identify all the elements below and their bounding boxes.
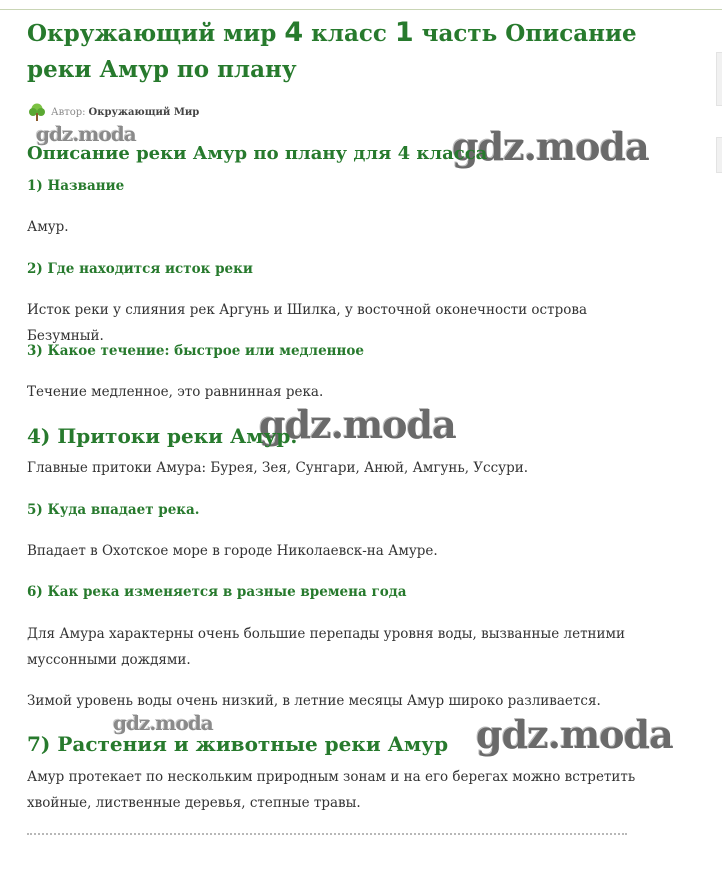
section-text: Зимой уровень воды очень низкий, в летние месяцы Амур широко разливается. (27, 693, 601, 709)
section-text: Амур протекает по нескольким природным зонам и на его берегах можно встретить хвойные, лиственные деревья, степные травы. (27, 769, 636, 811)
sidebar-edge-widget-2[interactable] (716, 137, 722, 173)
watermark: gdz.moda (36, 122, 136, 146)
tree-icon (27, 103, 47, 121)
section-heading: 6) Как река изменяется в разные времена года (27, 584, 407, 600)
page-title: Окружающий мир 4 класс 1 часть Описание реки Амур по плану (27, 17, 637, 83)
section-text: Для Амура характерны очень большие перепады уровня воды, вызванные летними муссонными дождями. (27, 626, 626, 668)
article-subtitle: Описание реки Амур по плану для 4 класса (27, 143, 488, 164)
section-text: Главные притоки Амура: Бурея, Зея, Сунгари, Анюй, Амгунь, Уссури. (27, 460, 529, 476)
author-label: Автор: (51, 106, 86, 118)
section-heading: 3) Какое течение: быстрое или медленное (27, 343, 365, 359)
author-name[interactable]: Окружающий Мир (88, 106, 200, 118)
author-line (27, 103, 199, 121)
section-heading: 2) Где находится исток реки (27, 261, 253, 277)
watermark: gdz.moda (476, 712, 673, 757)
sidebar-edge-widget[interactable] (716, 52, 722, 106)
section-text: Исток реки у слияния рек Аргунь и Шилка, у восточной оконечности острова Безумный. (27, 302, 588, 344)
section-text: Течение медленное, это равнинная река. (27, 384, 324, 400)
watermark: gdz.moda (113, 711, 213, 735)
section-heading-large: 4) Притоки реки Амур. (27, 424, 298, 448)
section-heading: 1) Название (27, 178, 125, 194)
section-text: Впадает в Охотское море в городе Николаевск-на Амуре. (27, 543, 438, 559)
watermark: gdz.moda (452, 124, 649, 169)
section-heading: 5) Куда впадает река. (27, 502, 200, 518)
section-text: Амур. (27, 219, 69, 235)
watermark: gdz.moda (259, 402, 456, 447)
page-cutoff (0, 835, 722, 875)
section-heading-large: 7) Растения и животные реки Амур (27, 732, 449, 756)
top-divider (0, 9, 722, 10)
